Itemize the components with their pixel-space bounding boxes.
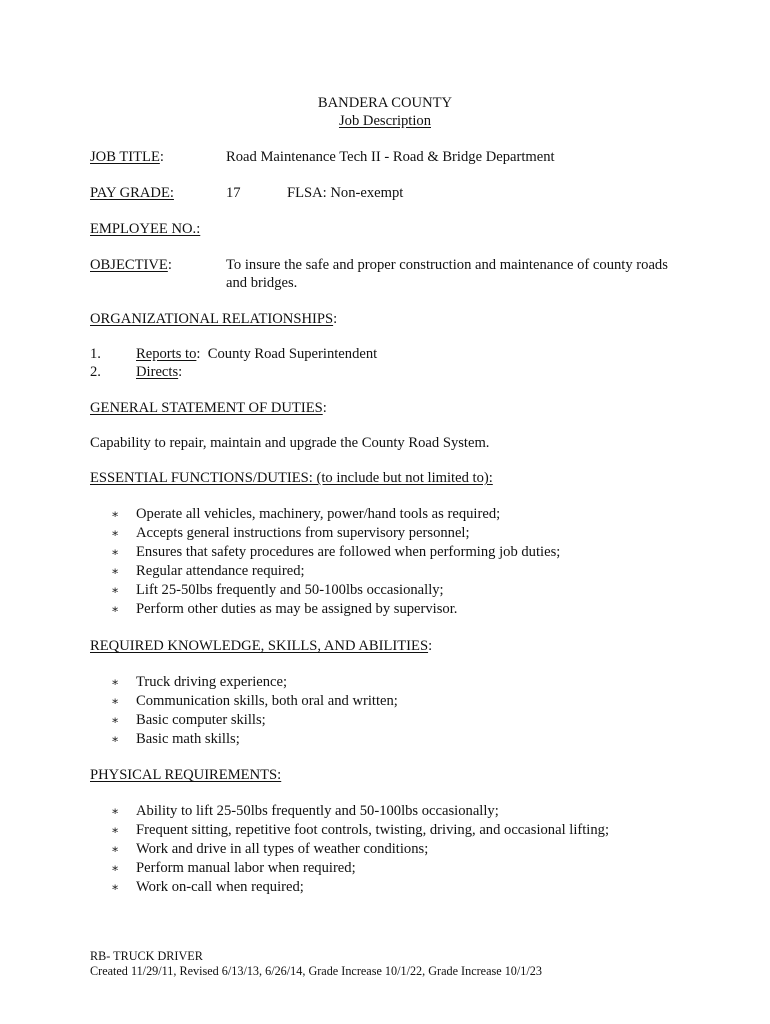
physical-requirements-list: [108, 802, 609, 897]
doc-type-title: [0, 112, 770, 130]
bullet-asterisk-icon: ∗: [111, 823, 120, 837]
list-item: [108, 730, 398, 749]
list-item: [108, 562, 560, 581]
knowledge-skills-heading-text: REQUIRED KNOWLEDGE, SKILLS, AND ABILITIES: [90, 638, 429, 654]
list-item: [108, 711, 398, 730]
physical-requirements-heading: [90, 766, 281, 784]
physical-requirement-text: Work on-call when required;: [136, 879, 304, 895]
county-name: BANDERA COUNTY: [317, 95, 453, 111]
org-relationships-heading: [90, 310, 337, 328]
general-statement-colon: :: [322, 400, 327, 416]
bullet-asterisk-icon: ∗: [111, 861, 120, 875]
job-title-label-text: JOB TITLE: [90, 149, 160, 165]
employee-no-label: [90, 220, 200, 238]
bullet-asterisk-icon: ∗: [111, 675, 120, 689]
job-title-colon: :: [159, 149, 164, 165]
org-item-2: [136, 363, 182, 381]
skill-text: Basic computer skills;: [136, 712, 266, 728]
org-item-2-sep: :: [178, 364, 183, 380]
knowledge-skills-heading: [90, 637, 432, 655]
flsa-status: FLSA: Non-exempt: [287, 185, 404, 201]
general-statement-heading-text: GENERAL STATEMENT OF DUTIES: [90, 400, 323, 416]
general-statement-heading: [90, 399, 327, 417]
essential-functions-heading: [90, 469, 493, 487]
org-item-1-value: County Road Superintendent: [200, 346, 378, 362]
bullet-asterisk-icon: ∗: [111, 507, 120, 521]
list-item: [108, 673, 398, 692]
list-item: [108, 821, 609, 840]
list-item: [108, 600, 560, 619]
essential-function-text: Lift 25-50lbs frequently and 50-100lbs occasionally;: [136, 582, 444, 598]
bullet-asterisk-icon: ∗: [111, 602, 120, 616]
skill-text: Truck driving experience;: [136, 674, 288, 690]
list-item: [108, 859, 609, 878]
essential-function-text: Operate all vehicles, machinery, power/hand tools as required;: [136, 506, 501, 522]
bullet-asterisk-icon: ∗: [111, 732, 120, 746]
objective-colon: :: [167, 257, 172, 273]
bullet-asterisk-icon: ∗: [111, 842, 120, 856]
physical-requirement-text: Work and drive in all types of weather conditions;: [136, 841, 429, 857]
bullet-asterisk-icon: ∗: [111, 713, 120, 727]
list-item: [108, 878, 609, 897]
physical-requirement-text: Frequent sitting, repetitive foot controls, twisting, driving, and occasional lifting;: [136, 822, 609, 838]
org-item-2-num: 2.: [90, 364, 101, 380]
doc-type-text: Job Description: [338, 113, 431, 129]
pay-grade-label: [90, 184, 174, 202]
essential-functions-heading-text: ESSENTIAL FUNCTIONS/DUTIES: (to include but not limited to):: [90, 470, 493, 486]
bullet-asterisk-icon: ∗: [111, 804, 120, 818]
org-relationships-heading-text: ORGANIZATIONAL RELATIONSHIPS: [90, 311, 334, 327]
org-relationships-colon: :: [333, 311, 338, 327]
essential-functions-list: [108, 505, 560, 619]
employee-no-label-text: EMPLOYEE NO.:: [90, 221, 201, 237]
job-title-value: Road Maintenance Tech II - Road & Bridge Department: [226, 149, 555, 165]
list-item: [108, 802, 609, 821]
essential-function-text: Ensures that safety procedures are followed when performing job duties;: [136, 544, 561, 560]
bullet-asterisk-icon: ∗: [111, 564, 120, 578]
list-item: [108, 840, 609, 859]
objective-line-2: and bridges.: [226, 275, 298, 291]
pay-grade-label-text: PAY GRADE:: [90, 185, 174, 201]
essential-function-text: Accepts general instructions from supervisory personnel;: [136, 525, 470, 541]
job-title-label: [90, 148, 164, 166]
pay-grade-value: 17: [226, 185, 241, 201]
org-item-1-sep: :: [196, 346, 201, 362]
org-item-2-label: Directs: [136, 364, 179, 380]
objective-label-text: OBJECTIVE: [90, 257, 168, 273]
bullet-asterisk-icon: ∗: [111, 694, 120, 708]
footer-position-code: RB- TRUCK DRIVER: [90, 949, 203, 963]
list-item: [108, 692, 398, 711]
bullet-asterisk-icon: ∗: [111, 583, 120, 597]
list-item: [108, 505, 560, 524]
essential-function-text: Regular attendance required;: [136, 563, 305, 579]
bullet-asterisk-icon: ∗: [111, 880, 120, 894]
bullet-asterisk-icon: ∗: [111, 526, 120, 540]
objective-line-1: To insure the safe and proper construction and maintenance of county roads: [226, 257, 668, 273]
org-item-1-num: 1.: [90, 346, 101, 362]
physical-requirement-text: Ability to lift 25-50lbs frequently and 50-100lbs occasionally;: [136, 803, 499, 819]
list-item: [108, 543, 560, 562]
footer-revision-history: Created 11/29/11, Revised 6/13/13, 6/26/14, Grade Increase 10/1/22, Grade Increase 10/1/23: [90, 964, 542, 978]
physical-requirement-text: Perform manual labor when required;: [136, 860, 356, 876]
skill-text: Communication skills, both oral and written;: [136, 693, 398, 709]
physical-requirements-heading-text: PHYSICAL REQUIREMENTS:: [90, 767, 282, 783]
general-statement-text: Capability to repair, maintain and upgrade the County Road System.: [90, 435, 490, 451]
org-item-1-label: Reports to: [136, 346, 197, 362]
org-item-1: [136, 345, 377, 363]
knowledge-skills-colon: :: [428, 638, 433, 654]
list-item: [108, 581, 560, 600]
objective-label: [90, 256, 172, 274]
bullet-asterisk-icon: ∗: [111, 545, 120, 559]
list-item: [108, 524, 560, 543]
knowledge-skills-list: [108, 673, 398, 749]
essential-function-text: Perform other duties as may be assigned by supervisor.: [136, 601, 458, 617]
skill-text: Basic math skills;: [136, 731, 240, 747]
